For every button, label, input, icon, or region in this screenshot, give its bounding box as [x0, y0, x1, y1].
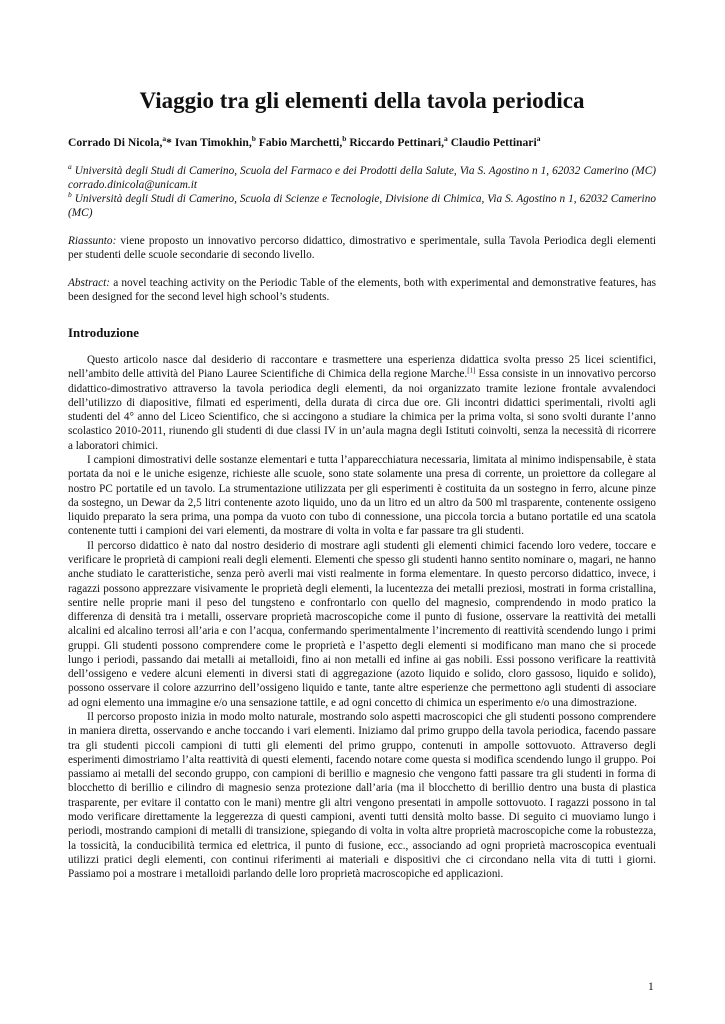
paragraph: Il percorso proposto inizia in modo molto naturale, mostrando solo aspetti macroscopici che gli studenti possono comprendere in maniera diretta, osservando e anche toccando i vari elementi. Iniziamo dal primo gruppo della tavola periodica, facendo passare tra gli studenti piccoli campioni di tutti gli elementi del primo gruppo, contenuti in ampolle sottovuoto. Attraverso degli esperimenti dimostriamo l’alta reattività di questi elementi, facendo notare come questa si modifica scendendo lungo il gruppo. Poi passiamo ai metalli del secondo gruppo, con campioni di berillio e magnesio che vengono fatti passare tra gli studenti in forma di blocchetto di berillio e cilindro di magnesio senza protezione dall’aria (ma il blocchetto di berillio dentro una busta di plastica trasparente, per evitare il contatto con le mani) mentre gli altri vengono presentati in ampolle sottovuoto. I ragazzi possono in tal modo verificare direttamente la leggerezza di questi campioni, aventi tutti densità molto basse. Di seguito ci muoviamo lungo i periodi, mostrando campioni di metalli di transizione, spiegando di volta in volta altre proprietà macroscopiche come la robustezza, la tossicità, la conducibilità termica ed elettrica, il punto di fusione, ecc., associando ad ogni proprietà macroscopica eventuali utilizzi pratici degli elementi, con continui riferimenti ai materiali e dispositivi che ci circondano nella vita di tutti i giorni. Passiamo poi a mostrare i metalloidi parlando delle loro proprietà macroscopiche ed applicazioni.	[68, 711, 656, 881]
riassunto	[68, 234, 656, 262]
paragraph: I campioni dimostrativi delle sostanze elementari e tutta l’apparecchiatura necessaria, limitata al minimo indispensabile, è stata portata da noi e le uniche esigenze, richieste alle scuole, sono state solamente una presa di corrente, un proiettore da collegare al nostro PC portatile ed un tavolo. La strumentazione utilizzata per gli esperimenti è costituita da un sostegno in ferro, alcune pinze da sostegno, un Dewar da 2,5 litri contenente azoto liquido, uno da un litro ed un altro da 500 ml trasparente, contenente ossigeno liquido preparato la sera prima, una pompa da vuoto con tubo di connessione, una piccola torcia a butano portatile ed una scatola contenente tutti i campioni dei vari elementi, da mostrare di volta in volta e far passare tra gli studenti.	[68, 453, 656, 538]
paper-title: Viaggio tra gli elementi della tavola periodica	[139, 88, 585, 113]
introduction-body	[68, 353, 656, 881]
author: Corrado Di Nicola,$^a$*	[68, 134, 175, 149]
paragraph: Questo articolo nasce dal desiderio di raccontare e trasmettere una esperienza didattica svolta presso 25 licei scientifici, nell’ambito delle attività del Piano Lauree Scientifiche di Chimica della regione Marche.[1] Essa consiste in un innovativo percorso didattico-dimostrativo attraverso la tavola periodica degli elementi, da noi organizzato tramite lezione frontale avvalendoci dell’utilizzo di diapositive, filmati ed esperimenti, della durata di circa due ore. Gli incontri didattici sperimentali, rivolti agli studenti del 4° anno del Liceo Scientifico, che si accingono a studiare la chimica per la prima volta, si sono svolti durante l’anno scolastico 2010-2011, riunendo gli studenti di due classi IV in un’aula magna degli Istituti coinvolti, senza la necessità di ricorrere a laboratori chimici.	[68, 354, 656, 452]
abstract	[68, 276, 656, 304]
page-number: 1	[648, 981, 654, 993]
affiliation-b: $^b$ Università degli Studi di Camerino, Scuola di Scienze e Tecnologie, Divisione di Chimica, Via S. Agostino n 1, 62032 Camerino (MC)	[68, 190, 656, 219]
author: Claudio Pettinari$^a$	[450, 134, 541, 149]
riassunto-text: viene proposto un innovativo percorso didattico, dimostrativo e sperimentale, sulla Tavola Periodica degli elementi per studenti delle scuole secondarie di secondo livello.	[68, 235, 656, 262]
author: Ivan Timokhin,$^b$	[174, 134, 256, 149]
abstract-label: Abstract:	[68, 277, 111, 289]
author-list	[68, 135, 656, 150]
citation-reference: [1]	[467, 366, 476, 375]
author: Riccardo Pettinari,$^a$	[349, 134, 448, 149]
section-title: Introduzione	[68, 326, 139, 340]
paragraph: Il percorso didattico è nato dal nostro desiderio di mostrare agli studenti gli elementi chimici facendo loro vedere, toccare e verificare le proprietà di campioni reali degli elementi. Elementi che spesso gli studenti hanno sentito nominare o, magari, ne hanno anche studiato le caratteristiche, senza però averli mai visti realmente in forma elementare. In questo percorso didattico, invece, i ragazzi possono apprezzare visivamente le proprietà degli elementi, la lucentezza dei metalli preziosi, mostrati in forma cristallina, sentire nelle proprie mani il peso del tungsteno e confrontarlo con quello del magnesio, comprendendo in modo pratico la differenza di densità tra i metalli, osservare proprietà macroscopiche come il punto di fusione, osservare la reattività dei metalli alcalini ed alcalino terrosi all’aria e con l’acqua, confermando sperimentalmente l’incremento di reattività scendendo lungo i primi gruppi. Gli studenti possono comprendere come le proprietà e l’aspetto degli elementi si modificano man mano che si procede lungo i periodi, passando dai metalli ai metalloidi, fino ai non metalli ed infine ai gas nobili. Essi possono verificare la reattività dell’ossigeno e vedere alcuni elementi in diversi stati di aggregazione (azoto liquido e solido, cloro gassoso, liquido e solido), possono osservare il colore azzurrino dell’ossigeno liquido e tante, tante altre esperienze che permettono agli studenti di associare ad ogni elemento una immagine e/o una sensazione tattile, e ad ogni concetto di chimica un esperimento e/o una dimostrazione.	[68, 539, 656, 709]
riassunto-label: Riassunto:	[68, 235, 117, 247]
abstract-text: a novel teaching activity on the Periodic Table of the elements, both with experimental and demonstrative features, has been designed for the second level high school’s students.	[68, 277, 656, 304]
affiliation-a: $^a$ Università degli Studi di Camerino, Scuola del Farmaco e dei Prodotti della Salute, Via S. Agostino n 1, 62032 Camerino (MC) corrado.dinicola@unicam.it	[68, 162, 656, 191]
author: Fabio Marchetti,$^b$	[258, 134, 347, 149]
